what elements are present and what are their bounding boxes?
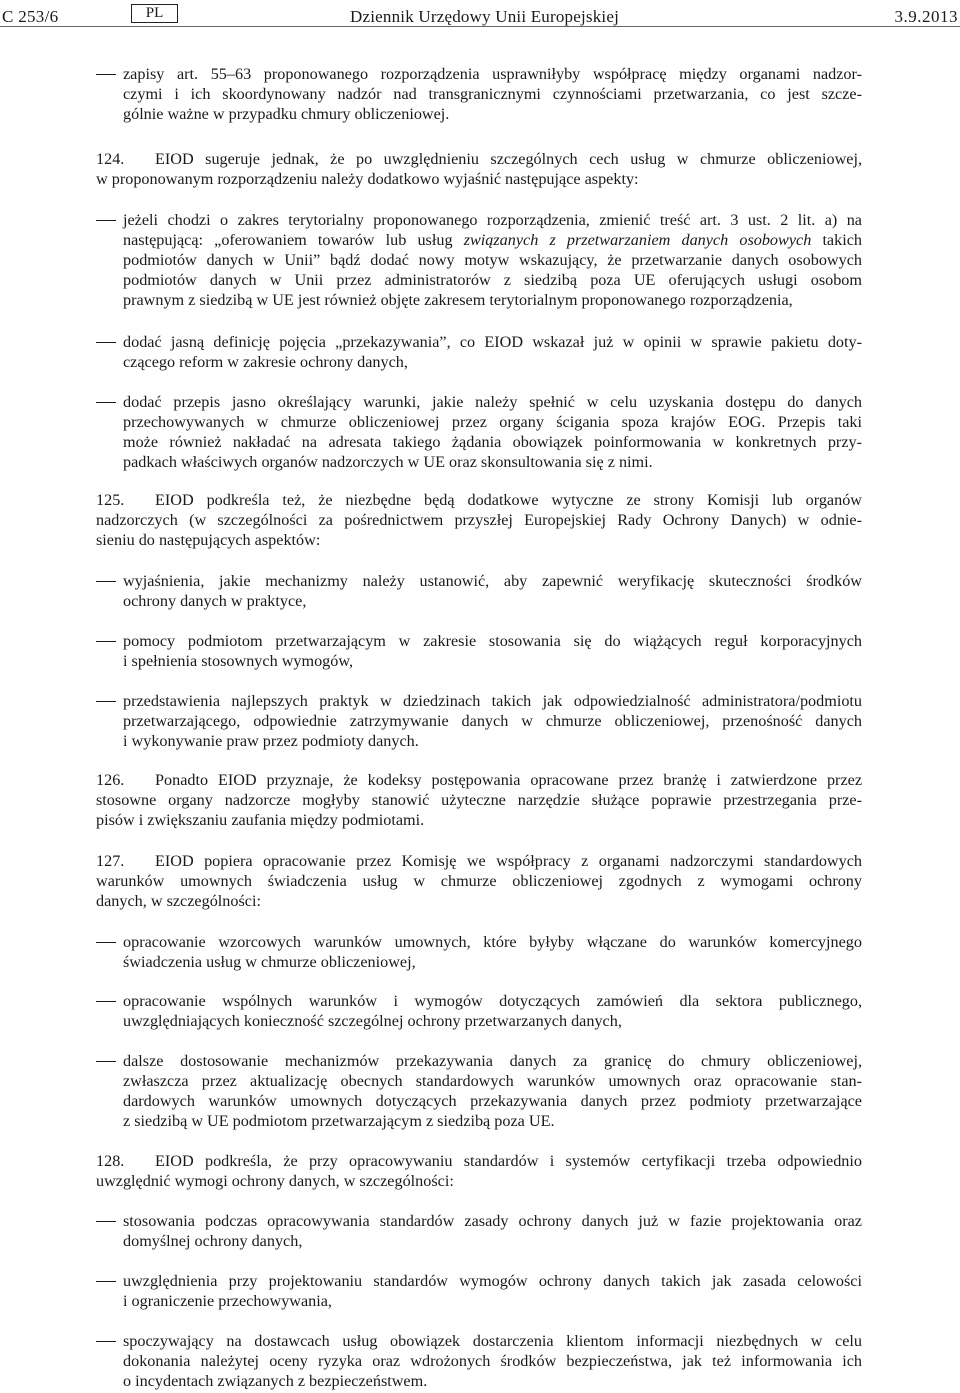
paragraph-128 <box>96 1151 862 1191</box>
dash-marker <box>96 581 116 582</box>
text-line: 125. EIOD podkreśla też, że niezbędne będą dodatkowe wytyczne ze strony Komisji lub organów <box>96 491 862 509</box>
text-line: 128. EIOD podkreśla, że przy opracowywaniu standardów i systemów certyfikacji trzeba odpowiednio <box>96 1152 862 1170</box>
text-line: pomocy podmiotom przetwarzającym w zakresie stosowania się do wiążących reguł korporacyjnych <box>123 632 862 650</box>
text-line: dodać przepis jasno określający warunki, jakie należy spełnić w celu uzyskania dostępu do danych <box>123 393 862 411</box>
text-line: o incydentach związanych z bezpieczeństwem. <box>123 1372 428 1390</box>
issue-date: 3.9.2013 <box>894 7 958 26</box>
list-item-text <box>123 991 862 1031</box>
list-item-text <box>123 1051 862 1131</box>
dash-marker <box>96 942 116 943</box>
list-item-text <box>123 1211 862 1251</box>
dash-marker <box>96 1221 116 1222</box>
text-line: wyjaśnienia, jakie mechanizmy należy ustanowić, aby zapewnić weryfikację skuteczności środków <box>123 572 862 590</box>
list-item-text <box>123 571 862 611</box>
dash-marker <box>96 701 116 702</box>
text-line: jeżeli chodzi o zakres terytorialny proponowanego rozporządzenia, zmienić treść art. 3 ust. 2 lit. a) na <box>123 211 862 229</box>
text-line: opracowanie wspólnych warunków i wymogów dotyczących zamówień dla sektora publicznego, <box>123 992 862 1010</box>
text-line: uwzględnić wymogi ochrony danych, w szczególności: <box>96 1172 454 1190</box>
text-line: świadczenia usług w chmurze obliczeniowej, <box>123 953 416 971</box>
text-line: dodać jasną definicję pojęcia „przekazywania”, co EIOD wskazał już w opinii w sprawie pakietu doty- <box>123 333 862 351</box>
text-line: danych, w szczególności: <box>96 892 261 910</box>
dash-marker <box>96 641 116 642</box>
journal-title: Dziennik Urzędowy Unii Europejskiej <box>350 7 620 26</box>
list-item-text <box>123 691 862 751</box>
dash-marker <box>96 402 116 403</box>
dash-marker <box>96 1341 116 1342</box>
text-line: 127. EIOD popiera opracowanie przez Komisję we współpracy z organami nadzorczymi standardowych <box>96 852 862 870</box>
text-line: przedstawienia najlepszych praktyk w dziedzinach takich jak odpowiedzialność administratora/podmiotu <box>123 692 862 710</box>
text-line: domyślnej ochrony danych, <box>123 1232 303 1250</box>
text-line: stosowania podczas opracowywania standardów zasady ochrony danych już w fazie projektowania oraz <box>123 1212 862 1230</box>
list-item-text <box>123 631 862 671</box>
page-header <box>0 4 960 27</box>
text-line: spoczywający na dostawcach usług obowiązek dostarczenia klientom informacji niezbędnych w celu <box>123 1332 862 1350</box>
paragraph-127 <box>96 851 862 911</box>
text-line: dalsze dostosowanie mechanizmów przekazywania danych za granicę do chmury obliczeniowej, <box>123 1052 862 1070</box>
text-line: stosowne organy nadzorcze mogłyby stanowić użyteczne narzędzie służące poprawie przestrzegania prze- <box>96 791 862 809</box>
italic-phrase: związanych z przetwarzaniem danych osobowych <box>463 231 812 249</box>
text-line: i ograniczenie przechowywania, <box>123 1292 332 1310</box>
text-line: uwzględniających konieczność szczególnej ochrony przetwarzanych danych, <box>123 1012 622 1030</box>
text-line: dardowych warunków umownych dotyczących przekazywania danych przez podmioty przetwarzające <box>123 1092 862 1110</box>
text-line: czącego reform w zakresie ochrony danych, <box>123 353 408 371</box>
dash-marker <box>96 342 116 343</box>
text-line: gólnie ważne w przypadku chmury obliczeniowej. <box>123 105 450 123</box>
text-line: w proponowanym rozporządzeniu należy dodatkowo wyjaśnić następujące aspekty: <box>96 170 639 188</box>
text-line: zapisy art. 55–63 proponowanego rozporządzenia usprawniłyby współpracę między organami nadzor- <box>123 65 862 83</box>
text-line: i spełnienia stosownych wymogów, <box>123 652 354 670</box>
text-line: podmiotów danych w Unii przez administratorów z siedzibą poza UE oferujących usługi osobom <box>123 271 862 289</box>
dash-marker <box>96 1281 116 1282</box>
text-line: dokonania należytej oceny ryzyka oraz wdrożonych środków bezpieczeństwa, jak też informowania ich <box>123 1352 862 1370</box>
paragraph-number: 125. <box>96 491 125 509</box>
paragraph-number: 124. <box>96 150 125 168</box>
list-item-text <box>123 392 862 472</box>
text-line: uwzględnienia przy projektowaniu standardów wymogów ochrony danych takich jak zasada celowości <box>123 1272 862 1290</box>
list-item-text <box>123 332 862 372</box>
text-line: z siedzibą w UE podmiotom przetwarzającym z siedzibą poza UE. <box>123 1112 555 1130</box>
text-line: nadzorczych (w szczególności za pośrednictwem przyszłej Europejskiej Rady Ochrony Danych) w odnie- <box>96 511 862 529</box>
text-line: przetwarzającego, odpowiednie zatrzymywanie danych w chmurze obliczeniowej, przenośność danych <box>123 712 862 730</box>
text-line: czymi i ich skoordynowany nadzór nad transgranicznymi czynnościami przetwarzania, co jest szcze- <box>123 85 862 103</box>
paragraph-number: 128. <box>96 1152 125 1170</box>
text-line: przechowywanych w chmurze obliczeniowej przez organy ścigania spoza krajów EOG. Przepis taki <box>123 413 862 431</box>
list-item-text <box>123 1331 862 1391</box>
text-line: zwłaszcza przez aktualizację obecnych standardowych warunków umownych oraz opracowanie stan- <box>123 1072 862 1090</box>
text-line: opracowanie wzorcowych warunków umownych, które byłyby włączane do warunków komercyjnego <box>123 933 862 951</box>
dash-marker <box>96 220 116 221</box>
paragraph-126 <box>96 770 862 830</box>
paragraph-125 <box>96 490 862 550</box>
text-line: ochrony danych w praktyce, <box>123 592 307 610</box>
text-line: sieniu do następujących aspektów: <box>96 531 321 549</box>
dash-marker <box>96 74 116 75</box>
text-line: pisów i zwiększaniu zaufania między podmiotami. <box>96 811 425 829</box>
list-item-text <box>123 210 862 310</box>
paragraph-number: 127. <box>96 852 125 870</box>
dash-marker <box>96 1001 116 1002</box>
dash-marker <box>96 1061 116 1062</box>
language-badge: PL <box>131 4 178 23</box>
text-line: 124. EIOD sugeruje jednak, że po uwzględnieniu szczególnych cech usług w chmurze obliczeniowej, <box>96 150 862 168</box>
paragraph-124 <box>96 149 862 189</box>
list-item-text <box>123 932 862 972</box>
page-reference: C 253/6 <box>2 7 59 26</box>
paragraph-number: 126. <box>96 771 125 789</box>
text-line: prawnym z siedzibą w UE jest również objęte zakresem terytorialnym proponowanego rozporządzenia, <box>123 291 793 309</box>
text-line: i wykonywanie praw przez podmioty danych. <box>123 732 419 750</box>
text-line: może również nakładać na adresata takiego żądania obowiązek poinformowania w konkretnych przy- <box>123 433 862 451</box>
text-line: padkach właściwych organów nadzorczych w UE oraz skonsultowania się z nimi. <box>123 453 653 471</box>
list-item-text <box>123 64 862 124</box>
text-line: 126. Ponadto EIOD przyznaje, że kodeksy postępowania opracowane przez branżę i zatwierdzone przez <box>96 771 862 789</box>
text-line: podmiotów danych w Unii” bądź dodać nowy motyw wskazujący, że przetwarzanie danych osobowych <box>123 251 862 269</box>
text-line: następującą: „oferowaniem towarów lub usług związanych z przetwarzaniem danych osobowych takich <box>123 231 862 249</box>
text-line: warunków umownych świadczenia usług w chmurze obliczeniowej zgodnych z wymogami ochrony <box>96 872 862 890</box>
list-item-text <box>123 1271 862 1311</box>
